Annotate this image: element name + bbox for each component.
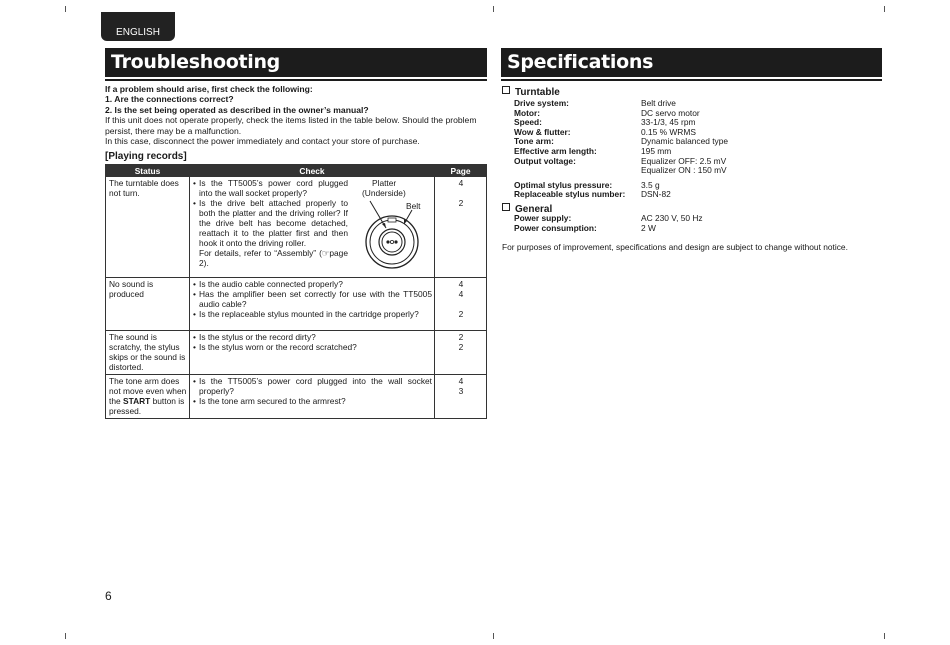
general-specs: Power supply: AC 230 V, 50 Hz Power consumption: 2 W [514, 213, 703, 233]
check-cell: • Is the TT5005’s power cord plugged into the wall socket properly? • Is the drive belt attached properly to both the platter and the driving roller? If the drive belt has become detached, reattach it to the platter first and then hook it onto the driving roller. For details, refer to “Assembly” (☞page 2). [190, 177, 435, 278]
header-status: Status [106, 165, 190, 177]
check-cell: • Is the TT5005’s power cord plugged into the wall socket properly? • Is the tone arm secured to the armrest? [190, 375, 435, 419]
crop-mark [65, 633, 66, 639]
crop-mark [493, 633, 494, 639]
page-cell: 4 4 2 [435, 278, 487, 331]
turntable-heading: Turntable [502, 86, 560, 98]
underside-label: (Underside) [362, 188, 406, 198]
general-heading: General [502, 203, 552, 215]
troubleshooting-intro: If a problem should arise, first check the following: 1. Are the connections correct? 2. Is the set being operated as described in the owner’s manual? If this unit does not operate properly, check the items listed in the table below. Should the problem persist, there may be a malfunction. In this case, disconnect the power immediately and contact your store of purchase. [105, 84, 477, 147]
page-cell: 4 2 [435, 177, 487, 278]
check-cell: • Is the audio cable connected properly? • Has the amplifier been set correctly for use with the TT5005 audio cable? • Is the replaceable stylus mounted in the cartridge properly? [190, 278, 435, 331]
page-number: 6 [105, 589, 112, 603]
page-cell: 4 3 [435, 375, 487, 419]
belt-label: Belt [406, 201, 421, 211]
spec-note: For purposes of improvement, specifications and design are subject to change without notice. [502, 242, 848, 252]
title-rule [105, 79, 487, 81]
crop-mark [65, 6, 66, 12]
turntable-specs: Drive system: Belt drive Motor: DC servo motor Speed: 33-1/3, 45 rpm Wow & flutter: 0.15 % WRMS Tone arm: Dynamic balanced type Effective arm length: 195 mm Output voltage: Equalizer OFF: 2.5 mV Equalizer ON : 150 mV Optimal stylus pressure: 3.5 g Replaceable stylus number: DSN-82 [514, 98, 729, 200]
title-rule [501, 79, 882, 81]
status-cell: No sound is produced [106, 278, 190, 331]
status-cell: The turntable does not turn. [106, 177, 190, 278]
header-check: Check [190, 165, 435, 177]
crop-mark [884, 6, 885, 12]
language-tab: ENGLISH [101, 12, 175, 41]
check-cell: • Is the stylus or the record dirty? • Is the stylus worn or the record scratched? [190, 331, 435, 375]
specifications-title: Specifications [501, 48, 882, 77]
platter-label: Platter [372, 178, 397, 188]
table-row [106, 278, 487, 331]
section-heading: [Playing records] [105, 151, 187, 162]
table-header-row [106, 165, 487, 177]
header-page: Page [435, 165, 487, 177]
checkbox-icon [502, 86, 510, 94]
troubleshooting-title: Troubleshooting [105, 48, 487, 77]
crop-mark [884, 633, 885, 639]
table-row [106, 331, 487, 375]
start-label: START [122, 396, 151, 406]
platter-illustration [360, 176, 430, 272]
crop-mark [493, 6, 494, 12]
status-cell: The sound is scratchy, the stylus skips or the sound is distorted. [106, 331, 190, 375]
checkbox-icon [502, 203, 510, 211]
platter-diagram [360, 176, 430, 272]
table-row [106, 375, 487, 419]
page-cell: 2 2 [435, 331, 487, 375]
status-cell: The tone arm does not move even when the START button is pressed. [106, 375, 190, 419]
